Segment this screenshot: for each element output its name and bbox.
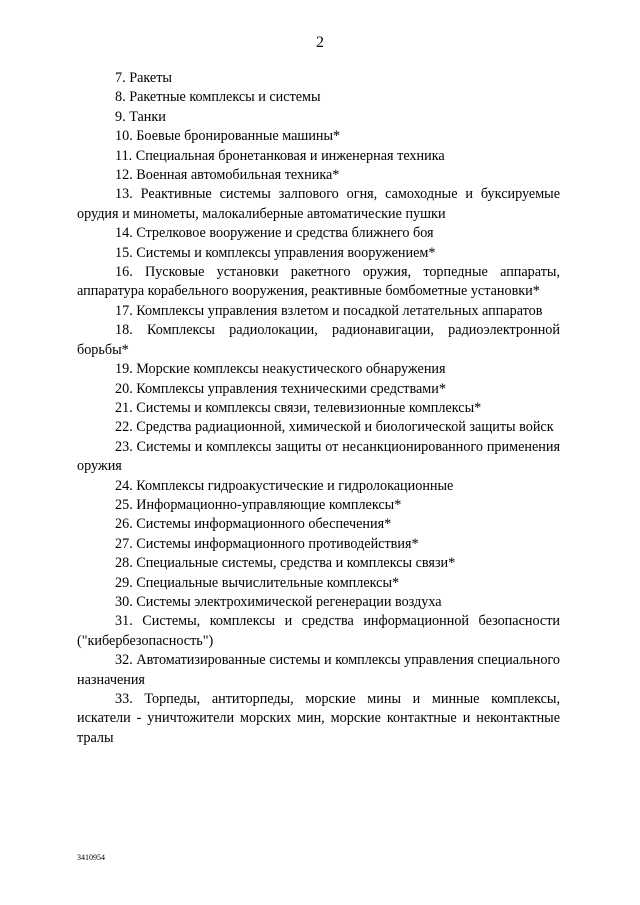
list-item: 29. Специальные вычислительные комплексы*: [115, 574, 400, 591]
list-item: 8. Ракетные комплексы и системы: [115, 89, 321, 106]
list-item: 33. Торпеды, антиторпеды, морские мины и минные комплексы, искатели - уничтожители морских мин, морские контактные и неконтактные тралы: [77, 691, 560, 746]
list-item: 7. Ракеты: [115, 70, 172, 86]
list-item: 17. Комплексы управления взлетом и посадкой летательных аппаратов: [115, 302, 543, 319]
list-item: 11. Специальная бронетанковая и инженерная техника: [115, 147, 445, 164]
list-item: 22. Средства радиационной, химической и биологической защиты войск: [115, 419, 554, 436]
list-item: 12. Военная автомобильная техника*: [115, 167, 340, 184]
list-item: 23. Системы и комплексы защиты от несанкционированного применения оружия: [77, 438, 560, 475]
page-number: 2: [316, 34, 324, 51]
item-list: [77, 69, 560, 748]
list-item: 26. Системы информационного обеспечения*: [115, 516, 392, 533]
document-code: 3410954: [77, 853, 105, 862]
list-item: 24. Комплексы гидроакустические и гидролокационные: [115, 477, 454, 494]
list-item: 9. Танки: [115, 108, 166, 125]
list-item: 21. Системы и комплексы связи, телевизионные комплексы*: [115, 399, 482, 416]
list-item: 30. Системы электрохимической регенерации воздуха: [115, 593, 442, 610]
list-item: 10. Боевые бронированные машины*: [115, 128, 341, 145]
list-item: 14. Стрелковое вооружение и средства ближнего боя: [115, 225, 434, 242]
list-item: 31. Системы, комплексы и средства информационной безопасности ("кибербезопасность"): [77, 613, 560, 649]
list-item: 20. Комплексы управления техническими средствами*: [115, 380, 446, 397]
list-item: 16. Пусковые установки ракетного оружия, торпедные аппараты, аппаратура корабельного вооружения, реактивные бомбометные установки*: [77, 264, 560, 300]
list-item: 18. Комплексы радиолокации, радионавигации, радиоэлектронной борьбы*: [77, 322, 560, 358]
list-item: 25. Информационно-управляющие комплексы*: [115, 496, 402, 513]
list-item: 32. Автоматизированные системы и комплексы управления специального назначения: [77, 652, 560, 688]
list-item: 15. Системы и комплексы управления вооружением*: [115, 244, 436, 261]
list-item: 19. Морские комплексы неакустического обнаружения: [115, 361, 446, 378]
list-item: 13. Реактивные системы залпового огня, самоходные и буксируемые орудия и минометы, малокалиберные автоматические пушки: [77, 186, 560, 222]
list-item: 28. Специальные системы, средства и комплексы связи*: [115, 555, 456, 572]
list-item: 27. Системы информационного противодействия*: [115, 535, 419, 552]
